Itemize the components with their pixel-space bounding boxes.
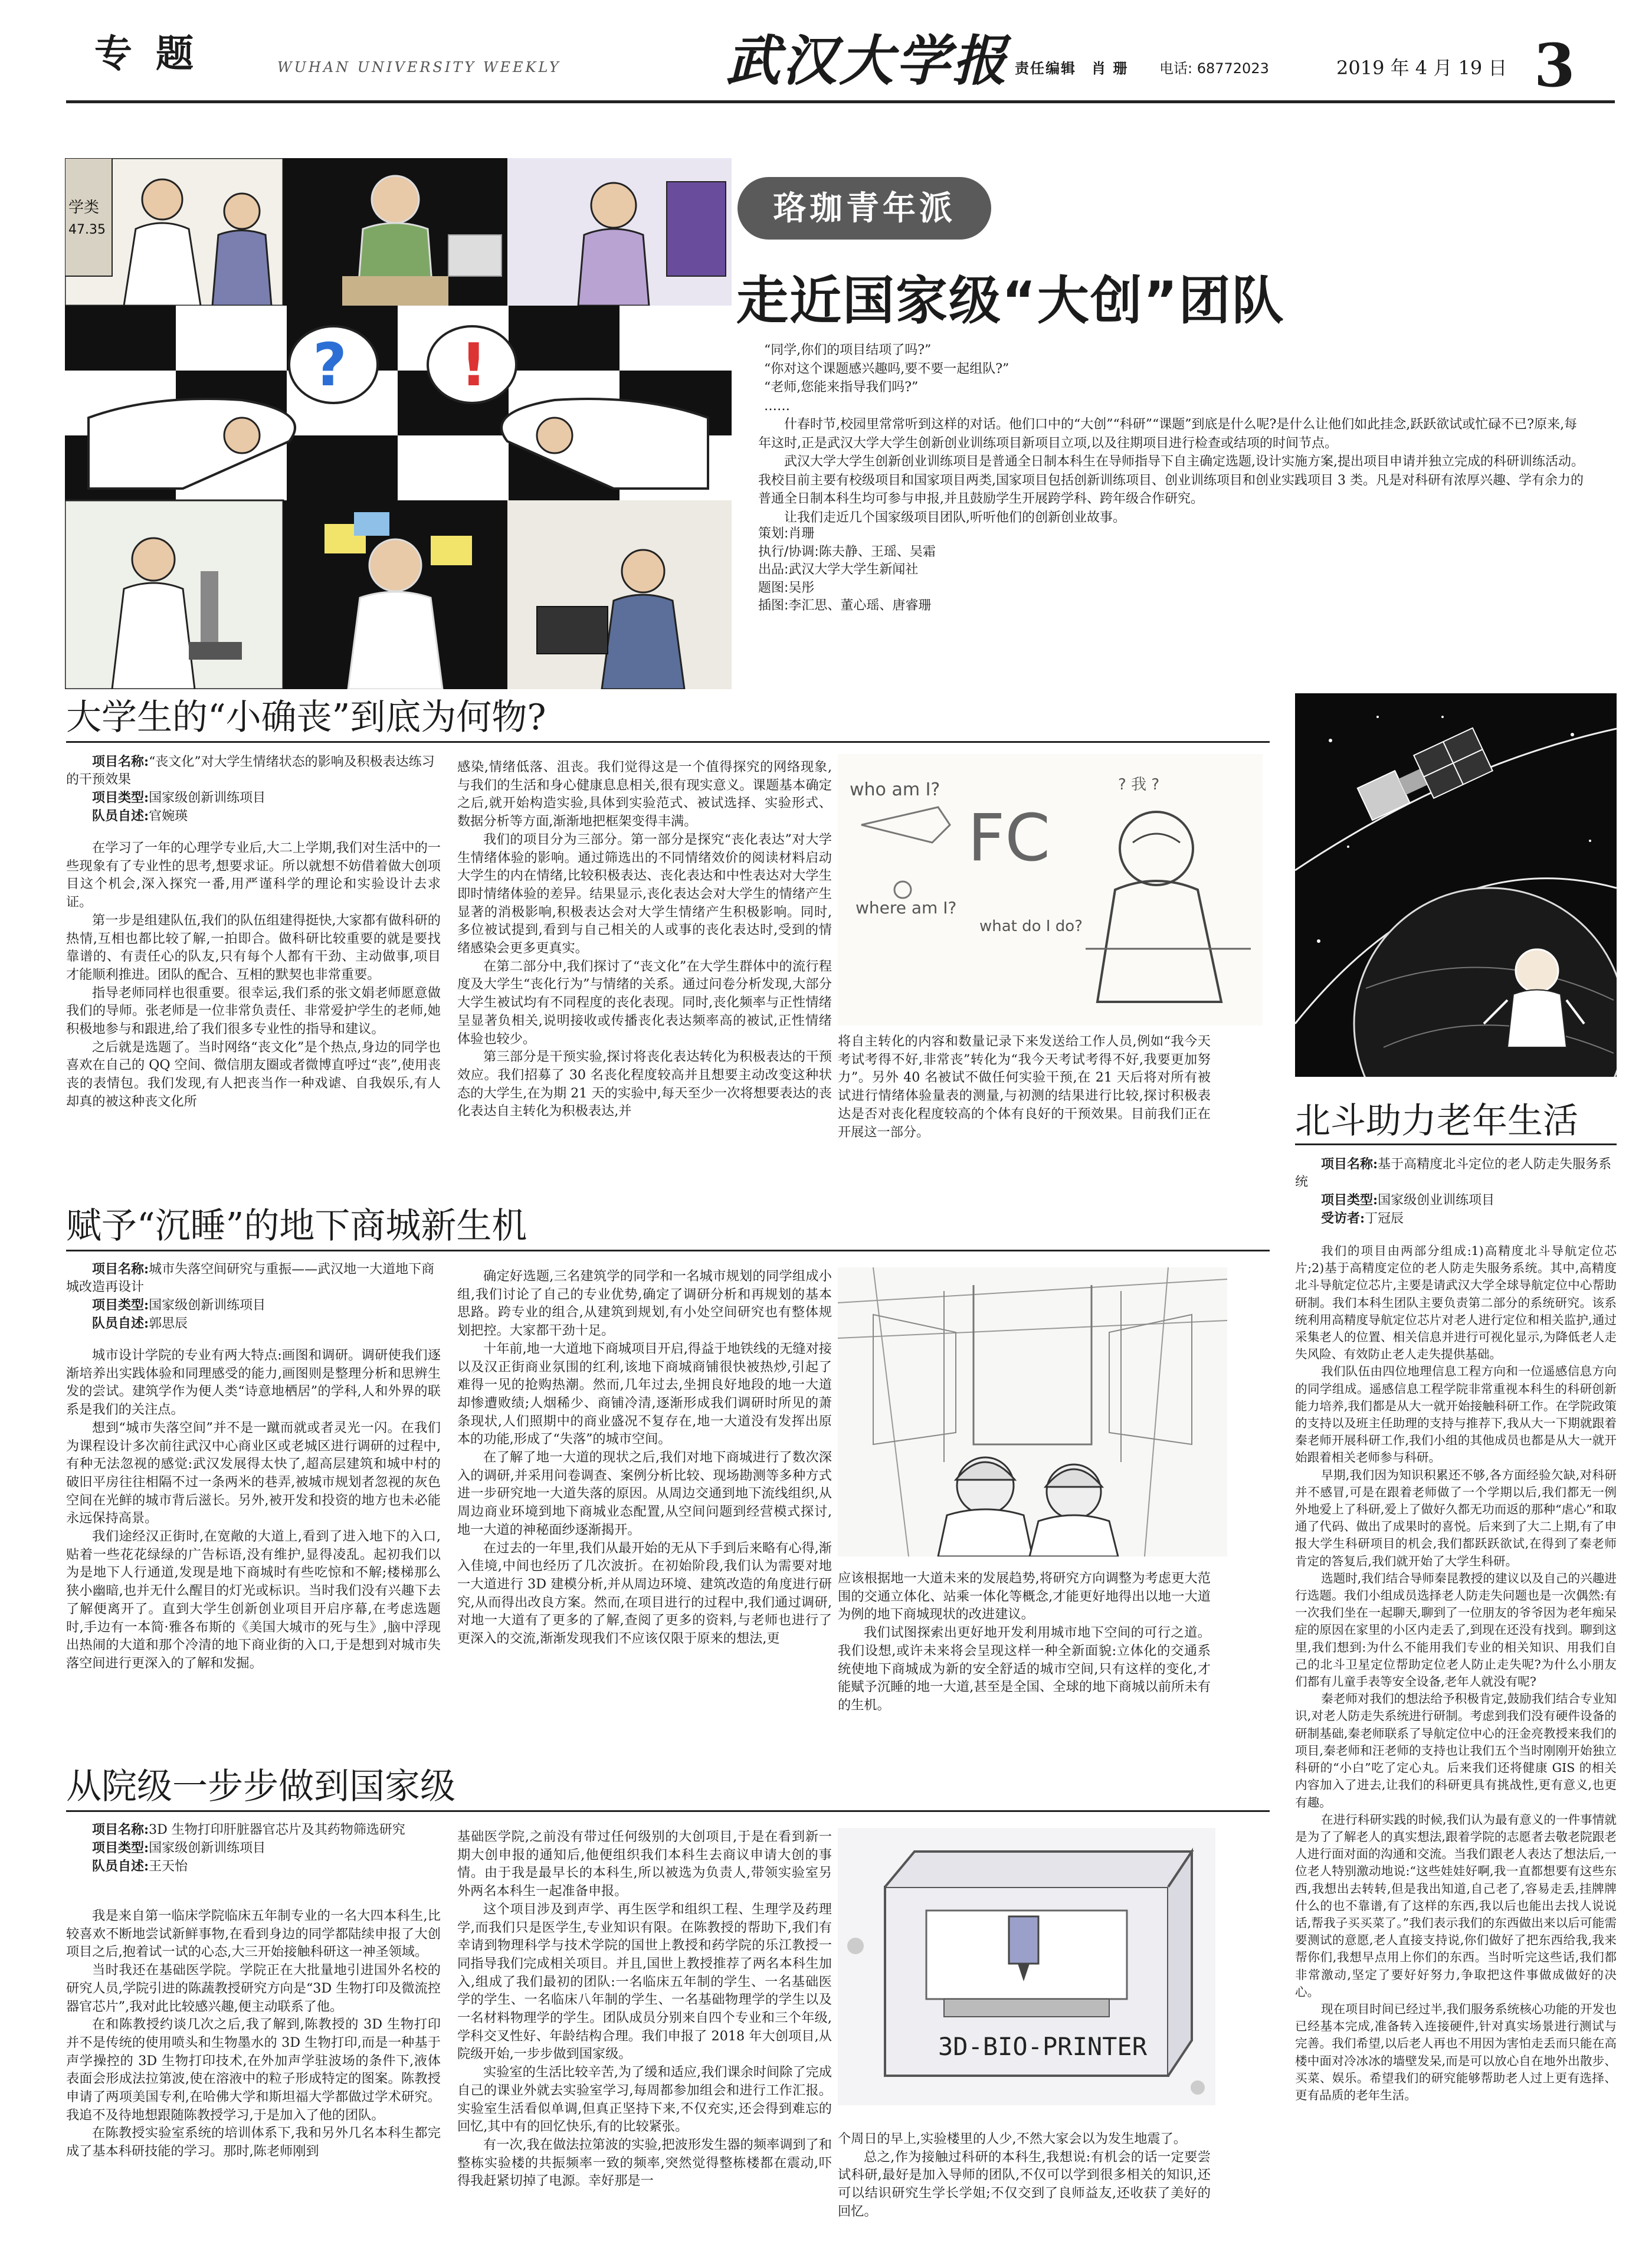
meta-value: 国家级创新训练项目 [149, 791, 266, 805]
sketch-text: who am I? [850, 779, 940, 800]
article-meta [66, 1260, 441, 1333]
article-column [457, 758, 832, 1120]
meta-value: 官婉瑛 [149, 809, 188, 824]
paragraph: 这个项目涉及到声学、再生医学和组织工程、生理学及药理学,而我们只是医学生,专业知识有限。在陈教授的帮助下,我们有幸请到物理科学与技术学院的国世上教授和药学院的乐江教授一同指导我们完成相关项目。并且,国世上教授推荐了两名本科生加入,组成了我们最初的团队:一名临床五年制的学生、一名基础医学的学生、一名临床八年制的学生、一名基础物理学的学生以及一名材料物理学的学生。团队成员分别来自四个专业和三个年级,学科交叉性好、年龄结构合理。我们申报了 2018 年大创项目,从院级开始,一步步做到国家级。 [457, 1901, 832, 2062]
page-title: 走近国家级“大创”团队 [736, 270, 1285, 331]
paragraph: 之后就是选题了。当时网络“丧文化”是个热点,身边的同学也喜欢在自己的 QQ 空间、微信朋友圈或者微博直呼过“丧”,使用丧丧的表情包。我们发现,有人把丧当作一种戏谑、自我娱乐,有人却真的被这种丧文化所 [66, 1039, 441, 1109]
credits-block [758, 525, 936, 615]
article-column [66, 1346, 441, 1673]
meta-value: 国家级创新训练项目 [149, 1841, 266, 1856]
meta-value: 丁冠辰 [1365, 1211, 1404, 1226]
article-column [66, 1907, 441, 2161]
meta-value: 城市失落空间研究与重振——武汉地一大道地下商城改造再设计 [66, 1262, 435, 1295]
article-column [66, 839, 441, 1111]
credit-line: 执行/协调:陈夫静、王瑶、吴霜 [758, 544, 936, 559]
printer-label: 3D-BIO-PRINTER [938, 2032, 1148, 2061]
paragraph: 在过去的一年里,我们从最开始的无从下手到后来略有心得,渐入佳境,中间也经历了几次波折。在初始阶段,我们认为需要对地一大道进行 3D 建模分析,并从周边环境、建筑改造的角度进行研究,从而得出改良方案。然而,在项目进行的过程中,我们通过调研,对地一大道有了更多的了解,查阅了更多的资料,与老师也进行了更深入的交流,渐渐发现我们不应该仅限于原来的想法,更 [457, 1540, 832, 1647]
paragraph: 实验室的生活比较辛苦,为了缓和适应,我们课余时间除了完成自己的课业外就去实验室学习,每周都参加组会和进行工作汇报。实验室生活看似单调,但真正坚持下来,不仅充实,还会得到难忘的回忆,其中有的回忆快乐,有的比较紧张。 [457, 2065, 832, 2135]
meta-key: 项目类型: [92, 1297, 149, 1313]
article-title: 大学生的“小确丧”到底为何物? [66, 697, 546, 738]
meta-key: 项目名称: [92, 1261, 149, 1277]
article-column [457, 1267, 832, 1648]
intro-quote: “同学,你们的项目结项了吗?” [764, 343, 932, 358]
paragraph: 在和陈教授约谈几次之后,我了解到,陈教授的 3D 生物打印并不是传统的使用喷头和生物墨水的 3D 生物打印,而是一种基于声学操控的 3D 生物打印技术,在外加声学驻波场的条件下,液体表面会形成法拉第波,使在溶液中的粒子形成特定的图案。陈教授申请了两项美国专利,在哈佛大学和斯坦福大学都做过学术研究。我追不及待地想跟随陈教授学习,于是加入了他的团队。 [66, 2017, 441, 2123]
intro-paragraph: 武汉大学大学生创新创业训练项目是普通全日制本科生在导师指导下自主确定选题,设计实施方案,提出项目申请并独立完成的科研训练活动。我校目前主要有校级项目和国家项目两类,国家项目包括创新训练项目、创业训练项目和创业实践项目 3 类。凡是对科研有浓厚兴趣、学有余力的普通全日制本科生均可参与申报,并且鼓励学生开展跨学科、跨年级合作研究。 [758, 454, 1584, 506]
board-text-2: 47.35 [68, 222, 106, 237]
intro-quote: “你对这个课题感兴趣吗,要不要一起组队?” [764, 361, 1009, 376]
article-meta [66, 753, 441, 825]
meta-key: 队员自述: [92, 1859, 149, 1874]
lead-illustration [65, 158, 732, 689]
paragraph: 在陈教授实验室系统的培训体系下,我和另外几名本科生都完成了基本科研技能的学习。那时,陈老师刚到 [66, 2125, 441, 2160]
exclamation-mark-glyph: ! [460, 330, 487, 399]
paragraph: 我们试图探索出更好地开发利用城市地下空间的可行之道。我们设想,或许未来将会呈现这样一种全新面貌:立体化的交通系统使地下商城成为新的安全舒适的城市空间,只有这样的变化,才能赋予沉睡的地一大道,甚至是全国、全球的地下商城以前所未有的生机。 [838, 1625, 1211, 1713]
header-rule [66, 100, 1615, 103]
paragraph: 基础医学院,之前没有带过任何级别的大创项目,于是在看到新一期大创申报的通知后,他便组织我们本科生去商议申请大创的事情。由于我是最早长的本科生,所以被选为负责人,带领实验室另外两名本科生一起准备申报。 [457, 1829, 832, 1899]
paragraph: 我们的项目由两部分组成:1)高精度北斗导航定位芯片;2)基于高精度定位的老人防走失服务系统。其中,高精度北斗导航定位芯片,主要是请武汉大学全球导航定位中心帮助研制。我们本科生团队主要负责第二部分的系统研究。该系统利用高精度导航定位芯片对老人进行定位和相关监护,通过采集老人的位置、相关信息并进行可视化显示,为降低老人走失风险、有效防止老人走失提供基础。 [1295, 1244, 1617, 1362]
paragraph: 第一步是组建队伍,我们的队伍组建得挺快,大家都有做科研的热情,互相也都比较了解,一拍即合。做科研比较重要的就是要找靠谱的、有责任心的队友,只有每个人都有干劲、主动做事,项目才能顺利推进。团队的配合、互相的默契也非常重要。 [66, 912, 441, 982]
meta-value: 3D 生物打印肝脏器官芯片及其药物筛选研究 [149, 1823, 405, 1837]
paragraph: 想到“城市失落空间”并不是一蹴而就或者灵光一闪。在我们为课程设计多次前往武汉中心商业区或老城区进行调研的过程中,有种无法忽视的感觉:武汉发展得太快了,超高层建筑和城中村的破旧平房往往相隔不过一条两米的巷弄,被城市规划者忽视的灰色空间在光鲜的城市背后滋长。另外,被开发和投资的地方也未必能永远保持高景。 [66, 1420, 441, 1526]
paragraph: 我们途经汉正街时,在宽敞的大道上,看到了进入地下的入口,贴着一些花花绿绿的广告标语,没有维护,显得凌乱。起初我们以为是地下人行通道,发现是地下商城时有些吃惊和不解;楼梯那么狭小幽暗,也并无什么醒目的灯光或标识。当时我们没有兴趣下去了解便离开了。直到大学生创新创业项目开启序幕,在考虑选题时,手边有一本简·雅各布斯的《美国大城市的死与生》,脑中浮现出热闹的大道和那个冷清的地下商业街的入口,于是想到对城市失落空间进行更深入的了解和发掘。 [66, 1529, 441, 1671]
column-banner: 珞珈青年派 [738, 177, 991, 240]
sketch-illustration-1 [838, 754, 1263, 1025]
paragraph: 应该根据地一大道未来的发展趋势,将研究方向调整为考虑更大范围的交通立体化、站乘一体化等概念,才能更好地得出以地一大道为例的地下商城现状的改进建议。 [838, 1571, 1211, 1623]
article-column [1295, 1243, 1617, 2104]
intro-paragraph: 让我们走近几个国家级项目团队,听听他们的创新创业故事。 [784, 510, 1126, 525]
paragraph: 选题时,我们结合导师秦昆教授的建议以及自己的兴趣进行选题。我们小组成员选择老人防走失问题也是一次偶然:有一次我们坐在一起聊天,聊到了一位朋友的爷爷因为老年痴呆症的原因在家里的小区内走丢了,到现在还没有找到。聊到这里,我们想到:为什么不能用我们专业的相关知识、用我们自己的北斗卫星定位帮助定位老人防止走失呢?为什么小朋友们都有儿童手表等安全设备,老年人就没有呢? [1295, 1571, 1617, 1689]
page-number: 3 [1534, 31, 1575, 100]
issue-date: 2019 年 4 月 19 日 [1336, 57, 1507, 79]
paragraph: 确定好选题,三名建筑学的同学和一名城市规划的同学组成小组,我们讨论了自己的专业优势,确定了调研分析和再规划的基本思路。跨专业的组合,从建筑到规划,有小处空间研究也有整体规划把控。大家都干劲十足。 [457, 1269, 832, 1339]
paragraph: 十年前,地一大道地下商城项目开启,得益于地铁线的无缝对接以及汉正街商业氛围的红利,该地下商城商铺很快被热炒,引起了难得一见的抢购热潮。然而,几年过去,坐拥良好地段的地一大道却惨遭败绩;人烟稀少、商铺冷清,逐渐形成我们调研时所见的萧条现状,人们照期中的商业盛况不复存在,地一大道没有发挥出原本的功能,形成了“失落”的城市空间。 [457, 1341, 832, 1447]
paragraph: 指导老师同样也很重要。很幸运,我们系的张文娟老师愿意做我们的导师。张老师是一位非常负责任、非常爱护学生的老师,她积极地参与和跟进,给了我们很多专业性的指导和建议。 [66, 985, 441, 1037]
meta-key: 项目名称: [1321, 1156, 1378, 1172]
question-mark-glyph: ? [313, 330, 348, 399]
beidou-illustration [1295, 693, 1617, 1077]
intro-quote: “老师,您能来指导我们吗?” [764, 380, 919, 395]
article-column [838, 2130, 1211, 2221]
credit-line: 出品:武汉大学大学生新闻社 [758, 562, 919, 577]
meta-key: 受访者: [1321, 1211, 1365, 1226]
paragraph: 我们队伍由四位地理信息工程方向和一位遥感信息方向的同学组成。遥感信息工程学院非常重视本科生的科研创新能力培养,我们都是从大一就开始接触科研工作。在学院政策的支持以及班主任助理的支持与推荐下,我从大一下期就跟着秦老师开展科研工作,我们小组的其他成员也都是从大一就开始跟着相关老师参与科研。 [1295, 1364, 1617, 1465]
section-label: 专题 [94, 32, 217, 76]
sketch-text: FC [968, 800, 1051, 876]
paragraph: 城市设计学院的专业有两大特点:画图和调研。调研使我们逐渐培养出实践体验和同理感受的能力,画图则是整理分析和思辨生发的尝试。建筑学作为便人类“诗意地栖居”的学科,人和外界的联系是我们的关注点。 [66, 1348, 441, 1418]
meta-value: 基于高精度北斗定位的老人防走失服务系统 [1295, 1157, 1612, 1190]
meta-key: 项目名称: [92, 754, 149, 769]
paragraph: 第三部分是干预实验,探讨将丧化表达转化为积极表达的干预效应。我们招募了 30 名丧化程度较高并且想要主动改变这种状态的大学生,在为期 21 天的实验中,每天至少一次将想要表达的丧化表达自主转化为积极表达,并 [457, 1049, 832, 1119]
paragraph: 个周日的早上,实验楼里的人少,不然大家会以为发生地震了。 [838, 2131, 1186, 2147]
paragraph: 在第二部分中,我们探讨了“丧文化”在大学生群体中的流行程度及大学生“丧化行为”与情绪的关系。通过问卷分析发现,大部分大学生被试均有不同程度的丧化表现。同时,丧化频率与正性情绪呈显著负相关,说明接收或传播丧化表达频率高的被试,正性情绪体验也较少。 [457, 958, 832, 1047]
article-title: 赋予“沉睡”的地下商城新生机 [66, 1205, 527, 1247]
intro-paragraph: 什春时节,校园里常常听到这样的对话。他们口中的“大创”“科研”“课题”到底是什么呢?是什么让他们如此挂念,跃跃欲试或忙碌不已?原来,每年这时,正是武汉大学大学生创新创业训练项目新项目立项,以及往期项目进行检查或结项的时间节点。 [758, 417, 1578, 451]
intro-block [758, 341, 1590, 527]
sketch-text: where am I? [856, 898, 957, 917]
meta-value: 郭思辰 [149, 1316, 188, 1331]
meta-key: 项目类型: [92, 1840, 149, 1856]
meta-key: 项目名称: [92, 1822, 149, 1837]
credit-line: 策划:肖珊 [758, 526, 815, 541]
sketch-illustration-2 [838, 1267, 1227, 1557]
paragraph: 在了解了地一大道的现状之后,我们对地下商城进行了数次深入的调研,并采用问卷调查、案例分析比较、现场勘测等多种方式进一步研究地一大道失落的原因。从周边交通到地下流线组织,从周边商业环境到地下商城业态配置,从空间问题到经营模式探讨,地一大道的神秘面纱逐渐揭开。 [457, 1450, 832, 1538]
article-rule [66, 1810, 1270, 1812]
article-rule [66, 741, 1270, 743]
intro-quote: …… [764, 398, 790, 414]
paragraph: 在进行科研实践的时候,我们认为最有意义的一件事情就是为了了解老人的真实想法,跟着学院的志愿者去敬老院跟老人进行面对面的沟通和交流。当我们跟老人表达了想法后,一位老人特别激动地说:“这些娃娃好啊,我一直都想要有这些东西,我想出去转转,但是我出知道,自己老了,容易走丢,挂牌牌什么的也不靠谱,有了这样的东西,我以后也能出去找人说说话,帮我子买买菜了。”我们表示我们的东西做出来以后可能需要测试的意愿,老人直接支持说,你们做好了把东西给我,我来帮你们,我想早点用上你们的东西。当时听完这些话,我们都非常激动,坚定了要好好努力,争取把这件事做成做好的决心。 [1295, 1812, 1617, 1999]
article-column [838, 1569, 1211, 1715]
paragraph: 在学习了一年的心理学专业后,大二上学期,我们对生活中的一些现象有了专业性的思考,想要求证。所以就想不妨借着做大创项目这个机会,深入探究一番,用严谨科学的理论和实验设计去求证。 [66, 840, 441, 910]
paragraph: 感染,情绪低落、沮丧。我们觉得这是一个值得探究的网络现象,与我们的生活和身心健康息息相关,很有现实意义。课题基本确定之后,就开始构造实验,具体到实验范式、被试选择、实验形式、数据分析等方面,渐渐地把框架变得丰满。 [457, 759, 832, 830]
paragraph: 现在项目时间已经过半,我们服务系统核心功能的开发也已经基本完成,准备转入连接硬件,针对真实场景进行测试与完善。我们希望,以后老人再也不用因为害怕走丢而只能在高楼中面对冷冰冰的墙壁发呆,而是可以放心自在地外出散步、买菜、娱乐。希望我们的研究能够帮助老人过上更有选择、更有品质的老年生活。 [1295, 2001, 1617, 2102]
sketch-text: what do I do? [979, 917, 1083, 935]
paragraph: 总之,作为接触过科研的本科生,我想说:有机会的话一定要尝试科研,最好是加入导师的团队,不仅可以学到很多相关的知识,还可以结识研究生学长学姐;不仅交到了良师益友,还收获了美好的回忆。 [838, 2149, 1211, 2219]
editor-credit: 责任编辑 肖 珊 [1015, 60, 1129, 77]
newspaper-logo: 武汉大学报 [726, 29, 1009, 93]
paragraph: 秦老师对我们的想法给予积极肯定,鼓励我们结合专业知识,对老人防走失系统进行研制。考虑到我们没有硬件设备的研制基础,秦老师联系了导航定位中心的汪金亮教授来我们的项目,秦老师和汪老师的支持也让我们五个当时刚刚开始独立科研的“小白”吃了定心丸。后来我们还将健康 GIS 的相关内容加入了进去,让我们的科研更具有挑战性,更有意义,也更有趣。 [1295, 1692, 1617, 1810]
meta-key: 项目类型: [1321, 1192, 1378, 1208]
paragraph: 早期,我们因为知识积累还不够,各方面经验欠缺,对科研并不感冒,可是在跟着老师做了一个学期以后,我们都无一例外地爱上了科研,爱上了做好久都无功而返的那种“虐心”和取通了代码、做出了成果时的喜悦。后来到了大二上期,有了申报大学生科研项目的机会,我们都跃跃欲试,在得到了秦老师肯定的答复后,我们就开始了大学生科研。 [1295, 1467, 1617, 1568]
meta-key: 项目类型: [92, 790, 149, 805]
article-meta [1295, 1155, 1617, 1228]
article-meta [66, 1821, 441, 1876]
meta-key: 队员自述: [92, 1316, 149, 1331]
bioprinter-illustration [838, 1828, 1215, 2105]
sketch-text: ? 我 ? [1118, 776, 1160, 794]
paragraph: 我是来自第一临床学院临床五年制专业的一名大四本科生,比较喜欢不断地尝试新鲜事物,在看到身边的同学都陆续申报了大创项目之后,抱着试一试的心态,大三开始接触科研这一神圣领域。 [66, 1908, 441, 1960]
article-rule [66, 1250, 1270, 1251]
credit-line: 题图:吴彤 [758, 580, 815, 595]
paragraph: 有一次,我在做法拉第波的实验,把波形发生器的频率调到了和整栋实验楼的共振频率一致的频率,突然觉得整栋楼都在震动,吓得我赶紧切掉了电源。幸好那是一 [457, 2137, 832, 2189]
meta-value: 国家级创新训练项目 [149, 1298, 266, 1313]
article-column [457, 1828, 832, 2190]
newspaper-name-en: WUHAN UNIVERSITY WEEKLY [277, 59, 561, 76]
paragraph: 将自主转化的内容和数量记录下来发送给工作人员,例如“我今天考试考得不好,非常丧”转化为“我今天考试考得不好,我要更加努力”。另外 40 名被试不做任何实验干预,在 21 天后将对所有被试进行情绪体验量表的测量,与初测的结果进行比较,探讨积极表达是否对丧化程度较高的个体有良好的干预效果。目前我们正在开展这一部分。 [838, 1034, 1211, 1140]
paragraph: 当时我还在基础医学院。学院正在大批量地引进国外名校的研究人员,学院引进的陈蔬教授研究方向是“3D 生物打印及微流控器官芯片”,我对此比较感兴趣,便主动联系了他。 [66, 1962, 441, 2014]
credit-line: 插图:李汇思、董心瑶、唐睿珊 [758, 598, 932, 613]
board-text-1: 学类 [68, 199, 100, 217]
meta-value: 国家级创业训练项目 [1378, 1193, 1495, 1208]
paragraph: 我们的项目分为三部分。第一部分是探究“丧化表达”对大学生情绪体验的影响。通过筛选出的不同情绪效价的阅读材料启动大学生的内在情绪,比较积极表达、丧化表达和中性表达对大学生即时情绪体验的差异。结果显示,丧化表达会对大学生的情绪产生显著的消极影响,积极表达会对大学生情绪产生积极影响。同时,多位被试提到,看到与自己相关的人或事的丧化表达时,受到的情绪感染会更多更真实。 [457, 831, 832, 956]
article-title: 北斗助力老年生活 [1295, 1100, 1578, 1142]
meta-value: 王天怡 [149, 1859, 188, 1874]
meta-key: 队员自述: [92, 808, 149, 824]
article-title: 从院级一步步做到国家级 [66, 1766, 455, 1807]
article-column [838, 1033, 1211, 1141]
article-rule [1295, 1143, 1617, 1145]
editor-phone: 电话: 68772023 [1159, 60, 1269, 77]
meta-value: “丧文化”对大学生情绪状态的影响及积极表达练习的干预效果 [66, 755, 435, 787]
